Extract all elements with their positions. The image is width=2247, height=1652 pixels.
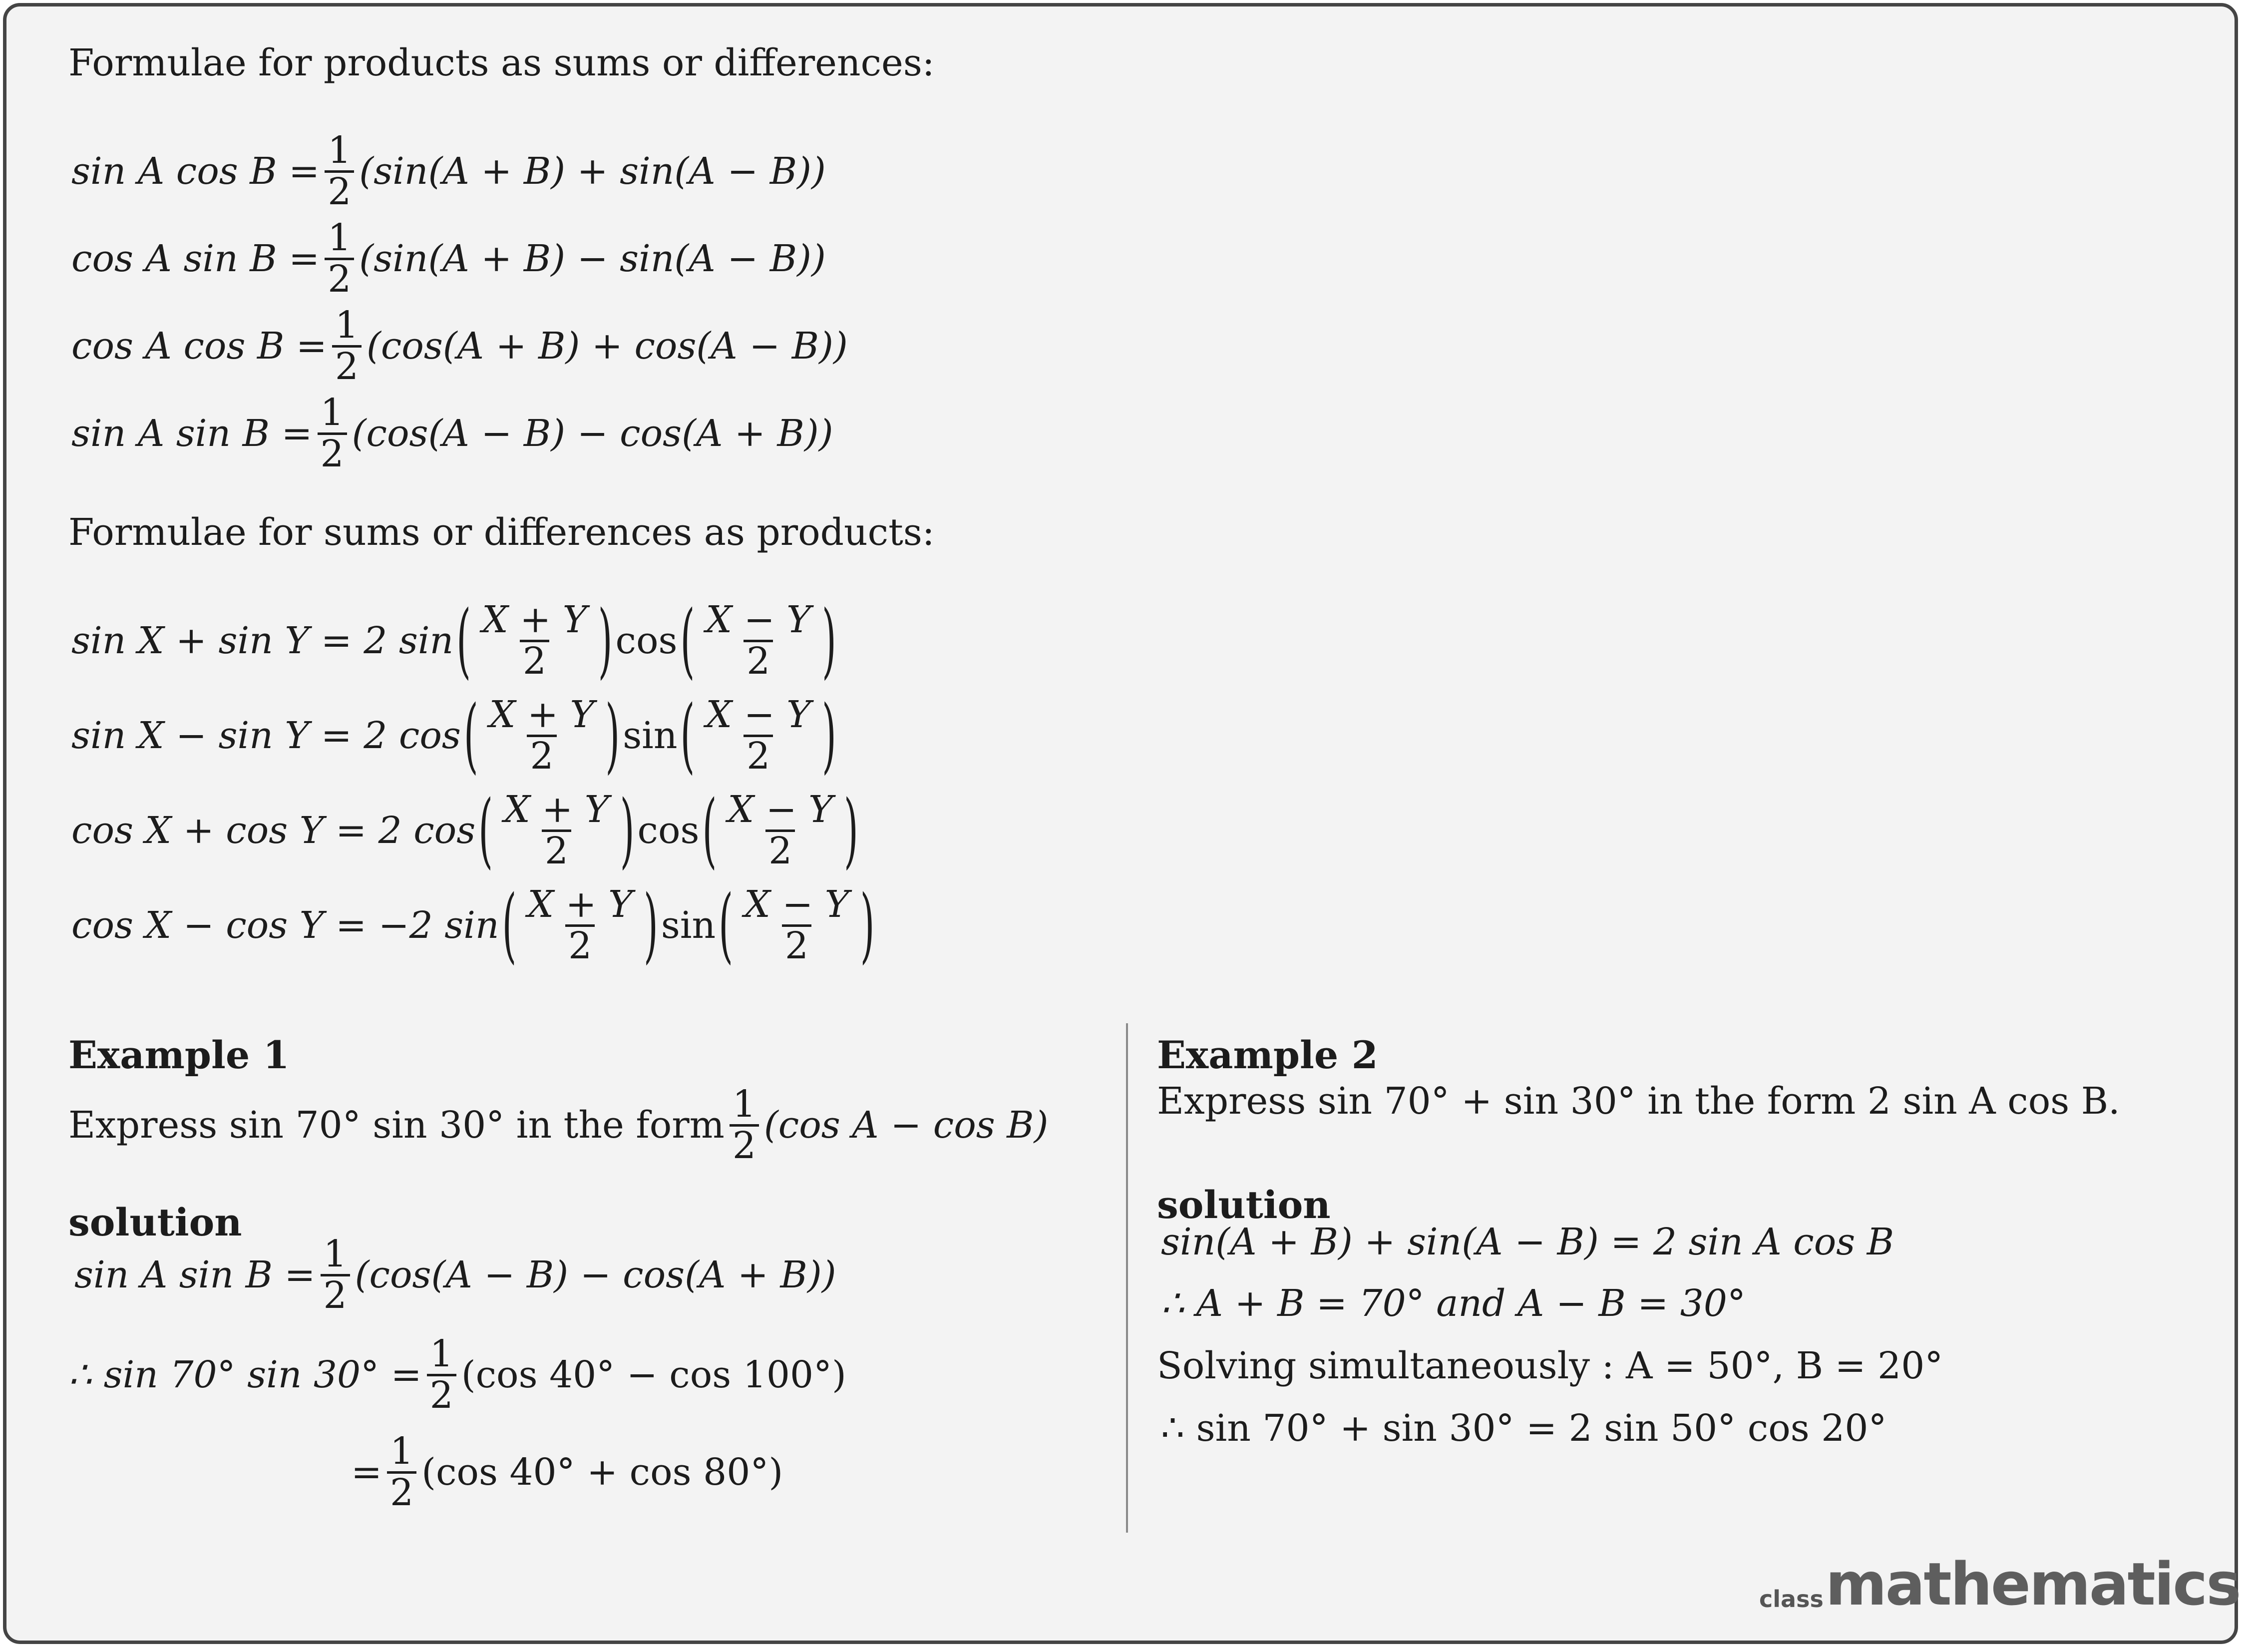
half-fraction: $\frac{1}{2}$ (387, 1432, 416, 1512)
example1-line3-lhs: = (351, 1451, 382, 1494)
sum-fraction: $\frac{X + Y}{2}$ (482, 598, 587, 683)
example1-line1 (74, 1235, 836, 1315)
half-fraction: $\frac{1}{2}$ (730, 1085, 759, 1165)
product-lhs: cos A cos B = (71, 325, 327, 368)
sum-mid-function: cos (637, 809, 700, 852)
sum-fraction: $\frac{X + Y}{2}$ (527, 883, 633, 967)
diff-fraction: $\frac{X - Y}{2}$ (728, 788, 833, 872)
diff-fraction: $\frac{X - Y}{2}$ (706, 598, 811, 683)
example1-line3 (351, 1432, 783, 1512)
sum-lhs: cos X + cos Y = 2 cos (71, 809, 476, 852)
sum-fraction: $\frac{X + Y}{2}$ (504, 788, 609, 872)
example1-line1-rhs: (cos(A − B) − cos(A + B)) (355, 1253, 836, 1297)
example2-title: Example 2 (1157, 1033, 1378, 1077)
half-fraction: $\frac{1}{2}$ (332, 306, 362, 386)
product-rhs: (cos(A + B) + cos(A − B)) (366, 325, 848, 368)
sum-lhs: sin X − sin Y = 2 cos (71, 714, 461, 758)
example2-line2: ∴ A + B = 70° and A − B = 30° (1161, 1282, 1746, 1325)
example1-line2 (68, 1332, 846, 1417)
product-lhs: sin A sin B = (71, 412, 313, 455)
example1-prompt-form: (cos A − cos B) (763, 1104, 1049, 1147)
product-formula-3 (71, 306, 848, 386)
half-fraction: $\frac{1}{2}$ (318, 394, 347, 473)
sum-lhs: cos X − cos Y = −2 sin (71, 904, 499, 947)
column-divider (1126, 1023, 1128, 1533)
sum-fraction: $\frac{X + Y}{2}$ (489, 693, 595, 778)
example1-line2-rhs: (cos 40° − cos 100°) (461, 1353, 846, 1397)
product-rhs: (sin(A + B) + sin(A − B)) (359, 150, 826, 193)
example2-line3: Solving simultaneously : A = 50°, B = 20° (1157, 1344, 1943, 1387)
example1-line3-rhs: (cos 40° + cos 80°) (421, 1451, 783, 1494)
example2-line1: sin(A + B) + sin(A − B) = 2 sin A cos B (1161, 1221, 1894, 1263)
logo-class-text: class (1759, 1586, 1824, 1613)
formula-card (3, 3, 2238, 1644)
example1-prompt (68, 1085, 1049, 1165)
sum-formula-1: sin X + sin Y = 2 sin ( $\frac{X + Y}{2}$ ) cos ( $\frac{X - Y}{2}$ ) (71, 593, 836, 688)
example1-solution-label: solution (68, 1200, 242, 1244)
half-fraction: $\frac{1}{2}$ (325, 131, 354, 211)
example1-line1-lhs: sin A sin B = (74, 1253, 316, 1297)
sum-mid-function: sin (623, 714, 678, 758)
sum-formula-2: sin X − sin Y = 2 cos ( $\frac{X + Y}{2}$ ) sin ( $\frac{X - Y}{2}$ ) (71, 688, 836, 783)
diff-fraction: $\frac{X - Y}{2}$ (706, 693, 811, 778)
half-fraction: $\frac{1}{2}$ (325, 219, 354, 299)
diff-fraction: $\frac{X - Y}{2}$ (744, 883, 849, 967)
products-heading: Formulae for products as sums or differences: (68, 41, 935, 84)
half-fraction: $\frac{1}{2}$ (321, 1235, 350, 1315)
sums-heading: Formulae for sums or differences as products: (68, 511, 935, 554)
classmathematics-logo (1759, 1550, 2240, 1619)
example2-solution-label: solution (1157, 1183, 1331, 1227)
example1-title: Example 1 (68, 1033, 290, 1077)
product-formula-4 (71, 391, 833, 475)
product-formula-2 (71, 216, 826, 301)
example1-prompt-text: Express sin 70° sin 30° in the form (68, 1104, 725, 1147)
example1-line2-lhs: ∴ sin 70° sin 30° = (68, 1353, 422, 1397)
sum-formula-4: cos X − cos Y = −2 sin ( $\frac{X + Y}{2}$ ) sin ( $\frac{X - Y}{2}$ ) (71, 878, 875, 973)
product-rhs: (sin(A + B) − sin(A − B)) (359, 237, 826, 281)
sum-mid-function: sin (661, 904, 716, 947)
product-lhs: cos A sin B = (71, 237, 320, 281)
sum-lhs: sin X + sin Y = 2 sin (71, 619, 454, 663)
example2-line4: ∴ sin 70° + sin 30° = 2 sin 50° cos 20° (1161, 1407, 1887, 1450)
sum-formula-3: cos X + cos Y = 2 cos ( $\frac{X + Y}{2}$ ) cos ( $\frac{X - Y}{2}$ ) (71, 783, 858, 878)
product-rhs: (cos(A − B) − cos(A + B)) (352, 412, 833, 455)
sum-mid-function: cos (615, 619, 678, 663)
logo-mathematics-text: mathematics (1825, 1550, 2240, 1619)
example2-prompt: Express sin 70° + sin 30° in the form 2 sin A cos B. (1157, 1080, 2120, 1123)
product-lhs: sin A cos B = (71, 150, 320, 193)
half-fraction: $\frac{1}{2}$ (427, 1335, 456, 1415)
product-formula-1 (71, 131, 826, 211)
